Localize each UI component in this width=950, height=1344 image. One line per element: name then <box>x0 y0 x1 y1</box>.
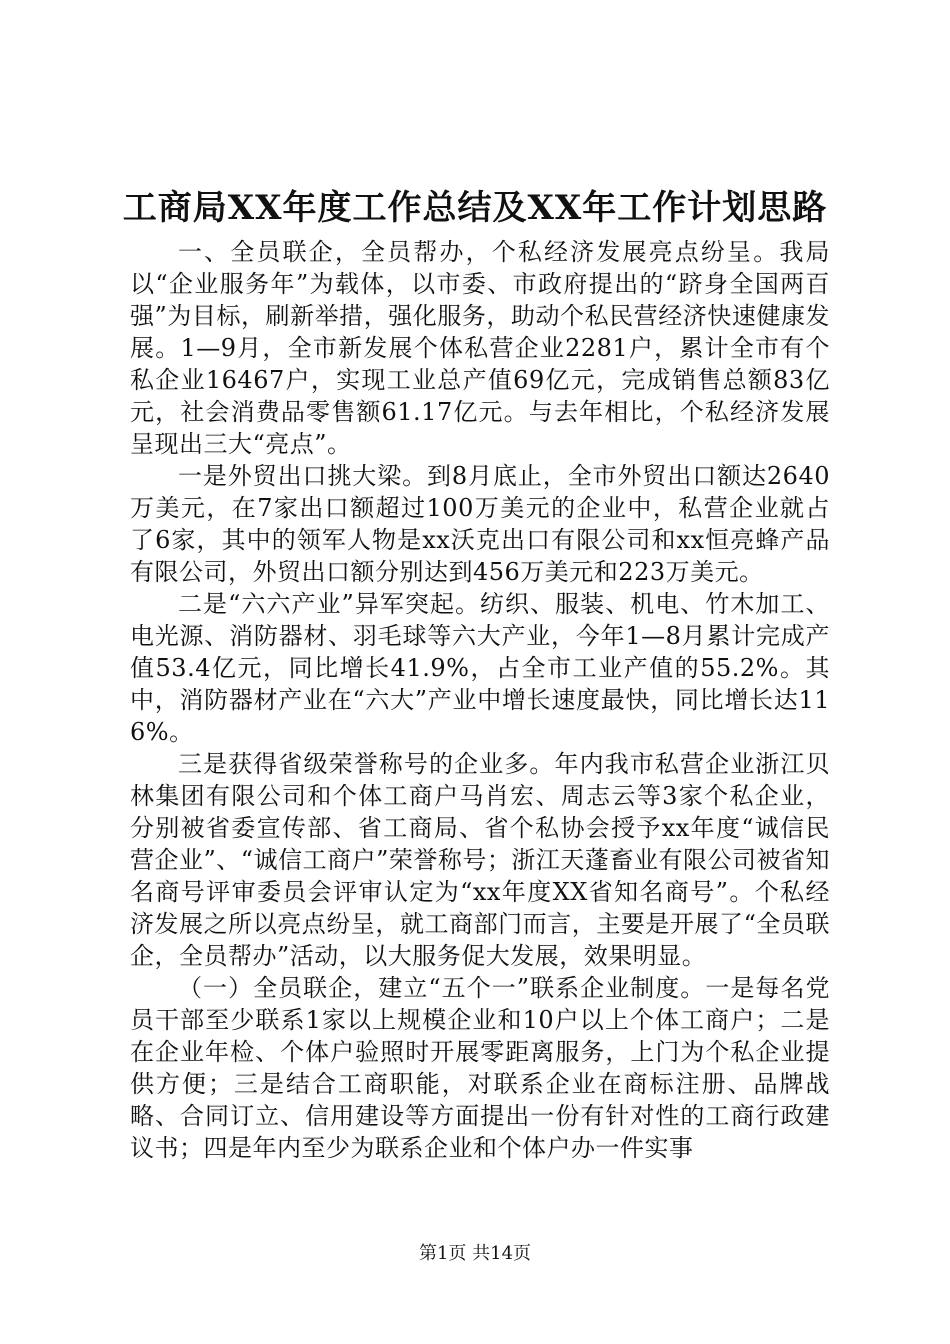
page-footer: 第1页 共14页 <box>418 1243 532 1264</box>
paragraph-4: 三是获得省级荣誉称号的企业多。年内我市私营企业浙江贝林集团有限公司和个体工商户马肖宏、周志云等3家个私企业，分别被省委宣传部、省工商局、省个私协会授予xx年度“诚信民营企业”、“诚信工商户”荣誉称号；浙江天蓬畜业有限公司被省知名商号评审委员会评审认定为“xx年度XX省知名商号”。个私经济发展之所以亮点纷呈，就工商部门而言，主要是开展了“全员联企，全员帮办”活动，以大服务促大发展，效果明显。 <box>130 750 830 970</box>
paragraph-2: 一是外贸出口挑大梁。到8月底止，全市外贸出口额达2640万美元，在7家出口额超过100万美元的企业中，私营企业就占了6家，其中的领军人物是xx沃克出口有限公司和xx恒亮蜂产品有限公司，外贸出口额分别达到456万美元和223万美元。 <box>130 462 830 586</box>
document-body <box>130 236 830 1164</box>
paragraph-3: 二是“六六产业”异军突起。纺织、服装、机电、竹木加工、电光源、消防器材、羽毛球等六大产业，今年1—8月累计完成产值53.4亿元，同比增长41.9%，占全市工业产值的55.2%。其中，消防器材产业在“六大”产业中增长速度最快，同比增长达116%。 <box>130 590 830 746</box>
paragraph-5: （一）全员联企，建立“五个一”联系企业制度。一是每名党员干部至少联系1家以上规模企业和10户以上个体工商户；二是在企业年检、个体户验照时开展零距离服务，上门为个私企业提供方便；三是结合工商职能，对联系企业在商标注册、品牌战略、合同订立、信用建设等方面提出一份有针对性的工商行政建议书；四是年内至少为联系企业和个体户办一件实事 <box>130 974 830 1162</box>
document-title: 工商局XX年度工作总结及XX年工作计划思路 <box>122 188 828 228</box>
paragraph-1: 一、全员联企，全员帮办，个私经济发展亮点纷呈。我局以“企业服务年”为载体，以市委、市政府提出的“跻身全国两百强”为目标，刷新举措，强化服务，助动个私民营经济快速健康发展。1—9月，全市新发展个体私营企业2281户，累计全市有个私企业16467户，实现工业总产值69亿元，完成销售总额83亿元，社会消费品零售额61.17亿元。与去年相比，个私经济发展呈现出三大“亮点”。 <box>130 238 830 458</box>
